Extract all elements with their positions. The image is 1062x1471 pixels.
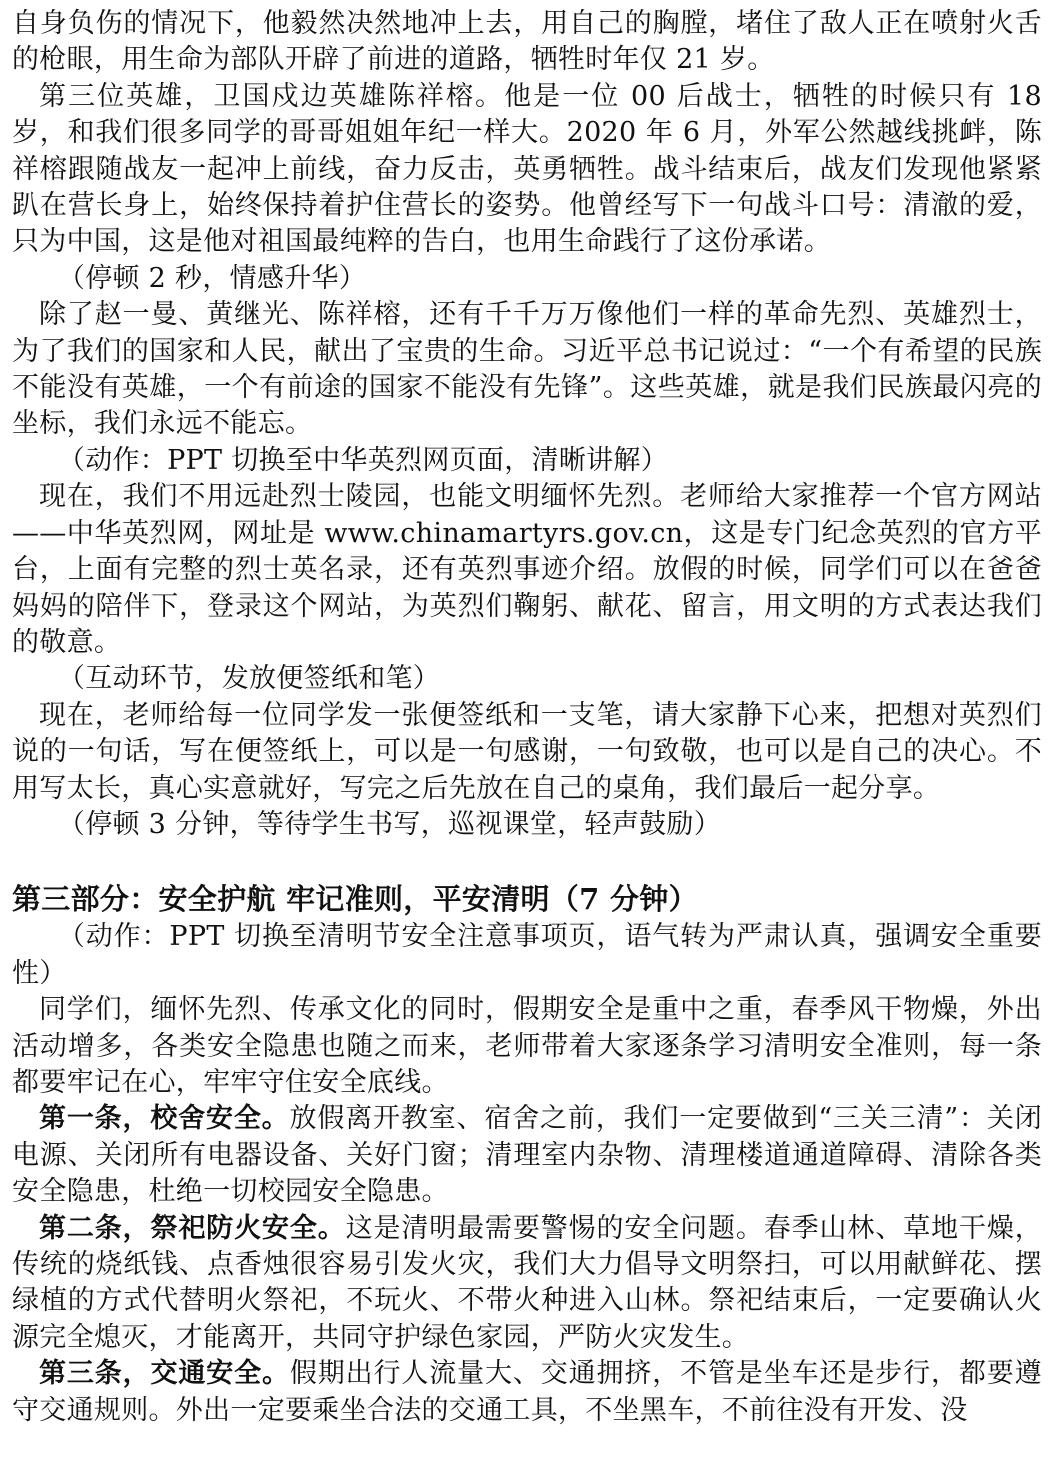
section-heading-part-three: 第三部分：安全护航 牢记准则，平安清明（7 分钟） xyxy=(12,882,698,917)
rule-fire-safety xyxy=(12,1211,1042,1357)
stage-note-ppt-safety: （动作：PPT 切换至清明节安全注意事项页，语气转为严肃认真，强调安全重要性） xyxy=(12,921,1042,989)
stage-note-ppt-website: （动作：PPT 切换至中华英烈网页面，清晰讲解） xyxy=(57,444,669,476)
stage-note-writing: （停顿 3 分钟，等待学生书写，巡视课堂，轻声鼓励） xyxy=(57,808,722,840)
document-page xyxy=(12,6,1042,1429)
stage-note-interaction: （互动环节，发放便签纸和笔） xyxy=(57,663,441,695)
paragraph-huang-jiguang-end: 自身负伤的情况下，他毅然决然地冲上去，用自己的胸膛，堵住了敌人正在喷射火舌的枪眼，用生命为部队开辟了前进的道路，牺牲时年仅 21 岁。 xyxy=(12,8,1042,76)
rule-1-text: 放假离开教室、宿舍之前，我们一定要做到“三关三清”：关闭电源、关闭所有电器设备、关好门窗；清理室内杂物、清理楼道通道障碍、清除各类安全隐患，杜绝一切校园安全隐患。 xyxy=(12,1103,1042,1208)
paragraph-chen-xiangrong: 第三位英雄，卫国戍边英雄陈祥榕。他是一位 00 后战士，牺牲的时候只有 18 岁，和我们很多同学的哥哥姐姐年纪一样大。2020 年 6 月，外军公然越线挑衅，陈祥榕跟随战友一起冲上前线，奋力反击，英勇牺牲。战斗结束后，战友们发现他紧紧趴在营长身上，始终保持着护住营长的姿势。他曾经写下一句战斗口号：清澈的爱，只为中国，这是他对祖国最纯粹的告白，也用生命践行了这份承诺。 xyxy=(12,80,1042,258)
paragraph-heroes-summary: 除了赵一曼、黄继光、陈祥榕，还有千千万万像他们一样的革命先烈、英雄烈士，为了我们的国家和人民，献出了宝贵的生命。习近平总书记说过：“一个有希望的民族不能没有英雄，一个有前途的国家不能没有先锋”。这些英雄，就是我们民族最闪亮的坐标，我们永远不能忘。 xyxy=(12,299,1042,440)
rule-2-title: 第二条，祭祀防火安全。 xyxy=(39,1212,346,1244)
rule-campus-safety xyxy=(12,1101,1042,1210)
stage-note-pause: （停顿 2 秒，情感升华） xyxy=(57,262,367,294)
paragraph-martyrs-website: 现在，我们不用远赴烈士陵园，也能文明缅怀先烈。老师给大家推荐一个官方网站——中华英烈网，网址是 www.chinamartyrs.gov.cn，这是专门纪念英烈的官方平台，上面有完整的烈士英名录，还有英烈事迹介绍。放假的时候，同学们可以在爸爸妈妈的陪伴下，登录这个网站，为英烈们鞠躬、献花、留言，用文明的方式表达我们的敬意。 xyxy=(12,481,1042,658)
rule-1-title: 第一条，校舍安全。 xyxy=(39,1103,290,1135)
rule-3-text: 假期出行人流量大、交通拥挤，不管是坐车还是步行，都要遵守交通规则。外出一定要乘坐合法的交通工具，不坐黑车，不前往没有开发、没 xyxy=(12,1358,1042,1426)
paragraph-safety-intro: 同学们，缅怀先烈、传承文化的同时，假期安全是重中之重，春季风干物燥，外出活动增多，各类安全隐患也随之而来，老师带着大家逐条学习清明安全准则，每一条都要牢记在心，牢牢守住安全底线。 xyxy=(12,994,1042,1098)
paragraph-sticky-notes: 现在，老师给每一位同学发一张便签纸和一支笔，请大家静下心来，把想对英烈们说的一句话，写在便签纸上，可以是一句感谢，一句致敬，也可以是自己的决心。不用写太长，真心实意就好，写完之后先放在自己的桌角，我们最后一起分享。 xyxy=(12,699,1042,804)
rule-traffic-safety xyxy=(12,1356,1042,1429)
rule-3-title: 第三条，交通安全。 xyxy=(39,1358,290,1390)
rule-2-text: 这是清明最需要警惕的安全问题。春季山林、草地干燥，传统的烧纸钱、点香烛很容易引发火灾，我们大力倡导文明祭扫，可以用献鲜花、摆绿植的方式代替明火祭祀，不玩火、不带火种进入山林。祭祀结束后，一定要确认火源完全熄灭，才能离开，共同守护绿色家园，严防火灾发生。 xyxy=(12,1212,1042,1353)
